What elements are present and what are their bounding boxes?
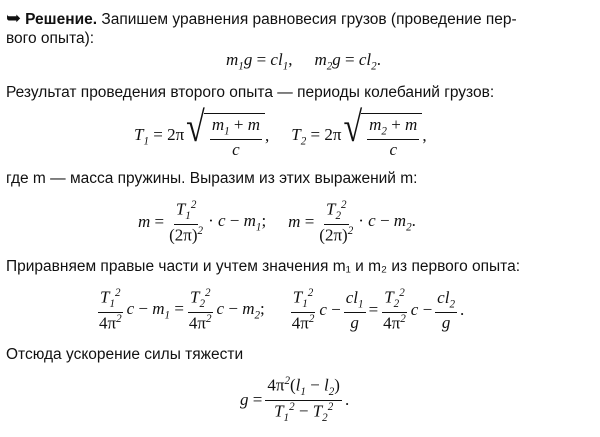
equation-periods: $T_1 = 2\pi$ √ $\frac{m_1 + m}{c}$ , $T_2 = 2\pi$ √ $\frac{m_2 + m}{c}$ , (134, 104, 427, 160)
text-equate-label: Приравняем правые части и учтем значения m₁ и m₂ из первого опыта: (6, 258, 521, 275)
text-gravity (6, 346, 243, 364)
intro-text-2: вого опыта): (6, 30, 95, 47)
equation-gravity: g = $\frac{4\pi^2(l_1 - l_2)}{T_1^2 - T_2^2}$ . (240, 374, 350, 424)
solution-intro-line1 (6, 8, 517, 29)
text-equate (6, 258, 520, 276)
intro-text-1: Запишем уравнения равновесия грузов (проведение пер- (97, 11, 517, 28)
text-spring-mass (6, 170, 418, 188)
text-second-experiment-label: Результат проведения второго опыта — периоды колебаний грузов: (6, 84, 495, 101)
solution-header: Решение. (25, 11, 98, 28)
equation-equated: $\frac{T_1^2}{4\pi^2}$ $c - m_1$ = $\frac{T_2^2}{4\pi^2}$ $c - m_2$; $\frac{T_1^2}{4\pi^2}$ c − $\frac{cl_1}{g}$ = $\frac{T_2^2}{4\pi^2}$ c − $\frac{cl_2}{g}$ . (99, 286, 465, 333)
solution-intro-line2 (6, 30, 94, 48)
equation-equilibrium: $m_1g = cl_1$, $m_2g = cl_2$. (226, 49, 381, 73)
text-spring-mass-label: где m — масса пружины. Выразим из этих выражений m: (6, 170, 418, 187)
arrow-icon: ➥ (6, 8, 22, 28)
text-gravity-label: Отсюда ускорение силы тяжести (6, 346, 244, 363)
text-second-experiment (6, 84, 494, 102)
equation-mass: m = $\frac{T_1^2}{(2\pi)^2}$ · $c - m_1$; m = $\frac{T_2^2}{(2\pi)^2}$ · $c - m_2$. (138, 198, 416, 245)
